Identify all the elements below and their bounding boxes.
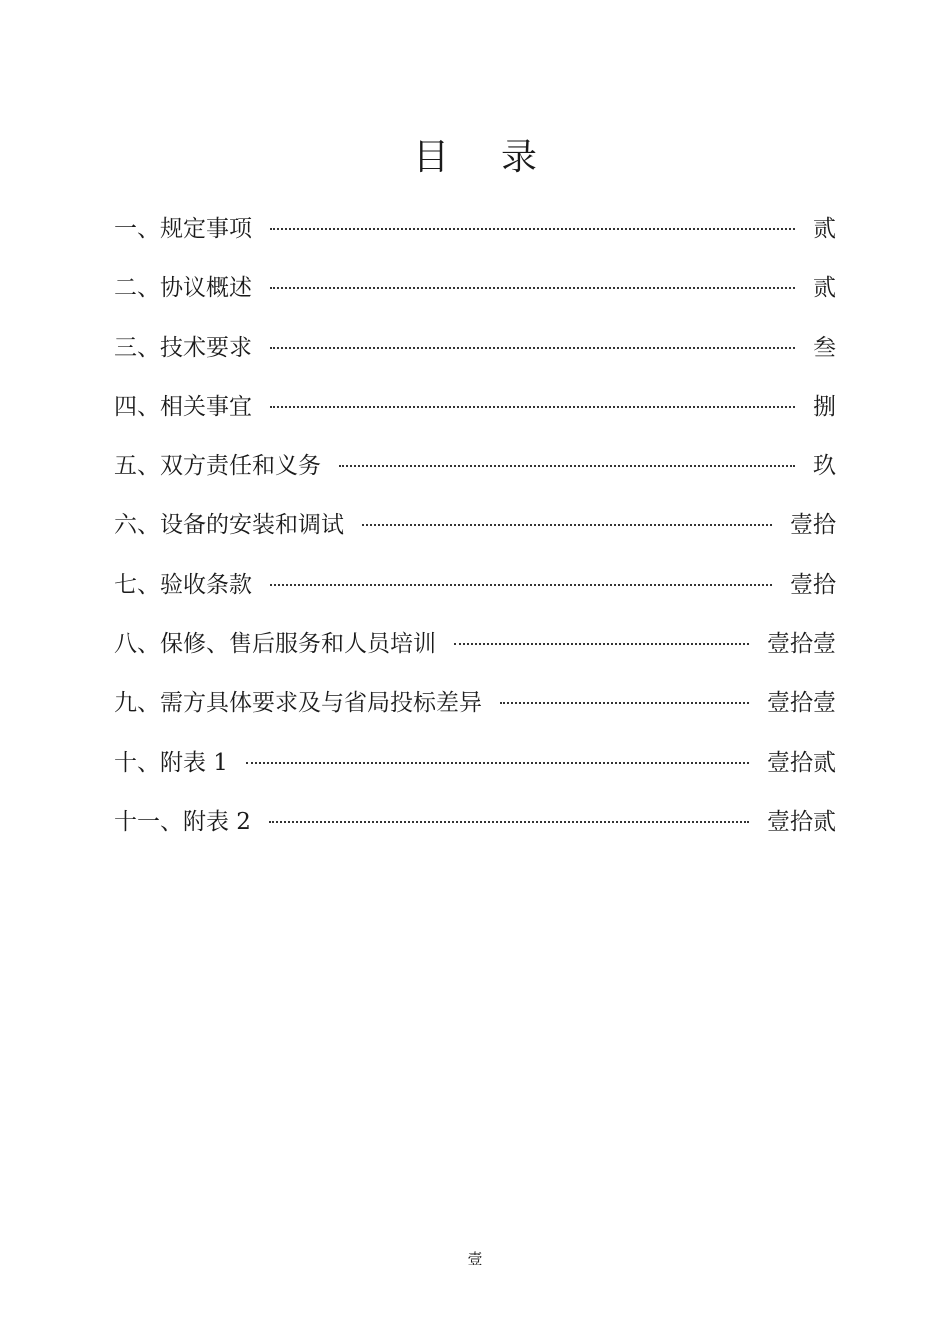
toc-entry-page: 壹拾壹	[767, 631, 836, 658]
toc-entry-label: 三、技术要求	[114, 334, 252, 361]
toc-entry-page: 壹拾贰	[767, 808, 836, 835]
toc-entry-page: 壹拾	[790, 512, 836, 539]
title-char-2: 录	[501, 137, 538, 178]
footer-page-number: 壹	[467, 1250, 483, 1268]
toc-entry-page: 玖	[813, 453, 836, 480]
toc-entry-2[interactable]	[114, 266, 836, 325]
toc-dot-leader	[454, 643, 749, 645]
toc-dot-leader	[362, 524, 772, 526]
toc-dot-leader	[270, 228, 795, 230]
toc-entry-label: 四、相关事宜	[114, 393, 252, 420]
toc-entry-label: 九、需方具体要求及与省局投标差异	[114, 690, 482, 717]
toc-entry-page: 壹拾贰	[767, 749, 836, 776]
toc-entry-label: 二、协议概述	[114, 275, 252, 302]
toc-entry-3[interactable]	[114, 326, 836, 385]
toc-dot-leader	[270, 347, 795, 349]
toc-entry-10[interactable]	[114, 741, 836, 800]
toc-entry-page: 叁	[813, 334, 836, 361]
toc-entry-page: 壹拾	[790, 571, 836, 598]
toc-entry-4[interactable]	[114, 385, 836, 444]
toc-entry-page: 壹拾壹	[767, 690, 836, 717]
toc-dot-leader	[270, 584, 772, 586]
toc-entry-9[interactable]	[114, 681, 836, 740]
toc-entry-label: 七、验收条款	[114, 571, 252, 598]
toc-entry-page: 捌	[813, 393, 836, 420]
toc-dot-leader	[270, 287, 795, 289]
toc-entry-page: 贰	[813, 216, 836, 242]
toc-entry-8[interactable]	[114, 622, 836, 681]
toc-entry-5[interactable]	[114, 444, 836, 503]
toc-entry-6[interactable]	[114, 503, 836, 562]
toc-dot-leader	[339, 465, 795, 467]
toc-entry-7[interactable]	[114, 563, 836, 622]
toc-entry-label: 十一、附表 2	[114, 808, 251, 835]
toc-entry-1[interactable]	[114, 207, 836, 266]
table-of-contents	[114, 207, 836, 859]
toc-entry-label: 一、规定事项	[114, 216, 252, 242]
toc-entry-label: 五、双方责任和义务	[114, 453, 321, 480]
toc-entry-page: 贰	[813, 275, 836, 302]
toc-entry-label: 六、设备的安装和调试	[114, 512, 344, 539]
page-title	[0, 136, 950, 180]
toc-entry-11[interactable]	[114, 800, 836, 859]
toc-dot-leader	[246, 762, 749, 764]
toc-dot-leader	[270, 406, 795, 408]
toc-dot-leader	[500, 702, 749, 704]
toc-dot-leader	[269, 821, 749, 823]
toc-entry-label: 十、附表 1	[114, 749, 228, 776]
toc-entry-label: 八、保修、售后服务和人员培训	[114, 631, 436, 658]
title-char-1: 目	[412, 137, 449, 178]
